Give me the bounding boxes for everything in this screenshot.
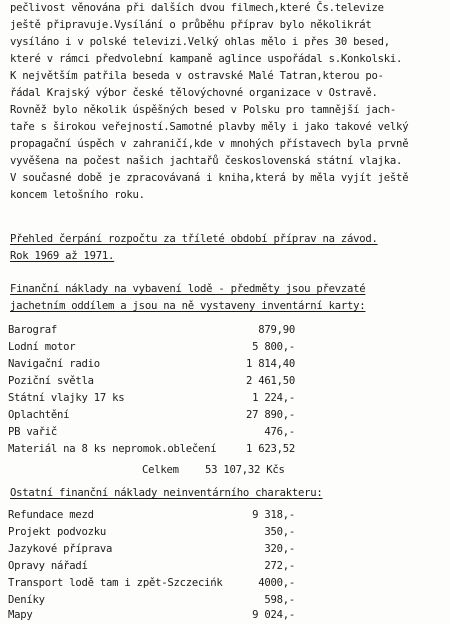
- item-label: Mapy: [8, 609, 33, 621]
- item-label: Barograf: [8, 324, 58, 336]
- item-label: Opravy nářadí: [8, 560, 88, 572]
- item-label: Jazykové příprava: [8, 543, 113, 555]
- item-label: Refundace mezd: [8, 509, 94, 521]
- item-amount: 598,-: [264, 594, 295, 606]
- budget-heading: Přehled čerpání rozpočtu za tříleté období příprav na závod.: [10, 233, 378, 245]
- item-amount: 9 024,-: [252, 609, 295, 621]
- item-amount: 1 814,40: [245, 358, 295, 370]
- item-amount: 476,-: [264, 426, 295, 438]
- item-label: PB vařič: [8, 426, 58, 438]
- item-label: Oplachtění: [8, 409, 70, 421]
- paragraph-line: V současné době je zpracovávaná i kniha,která by měla vyjít ještě: [10, 172, 409, 184]
- budget-period: Rok 1969 až 1971.: [10, 250, 115, 262]
- item-label: Navigační radio: [8, 358, 100, 370]
- paragraph-line: pečlivost věnována při dalších dvou filmech,které Čs.televize: [10, 2, 384, 14]
- item-amount: 27 890,-: [245, 409, 295, 421]
- item-amount: 320,-: [264, 543, 295, 555]
- section1-heading: jachetním oddílem a jsou na ně vystaveny inventární karty:: [10, 300, 366, 312]
- item-amount: 2 461,50: [245, 375, 295, 387]
- item-label: Lodní motor: [8, 341, 76, 353]
- section2-heading: Ostatní finanční náklady neinventárního charakteru:: [10, 487, 323, 499]
- item-label: Poziční světla: [8, 375, 94, 387]
- item-amount: 879,90: [258, 324, 295, 336]
- paragraph-line: vysíláno i v polské televizi.Velký ohlas mělo i přes 30 besed,: [10, 36, 390, 48]
- item-label: Deníky: [8, 594, 45, 606]
- section1-heading: Finanční náklady na vybavení lodě - předměty jsou převzaté: [10, 283, 366, 295]
- paragraph-line: koncem letošního roku.: [10, 189, 145, 201]
- item-amount: 4000,-: [258, 577, 295, 589]
- total-amount: 53 107,32 Kčs: [205, 464, 285, 476]
- item-amount: 350,-: [264, 526, 295, 538]
- item-amount: 1 224,-: [252, 392, 295, 404]
- item-amount: 1 623,52: [245, 443, 295, 455]
- paragraph-line: K největším patřila beseda v ostravské Malé Tatran,kterou po-: [10, 70, 384, 82]
- paragraph-line: taře s širokou veřejností.Samotné plavby měly i jako takové velký: [10, 121, 409, 133]
- paragraph-line: ještě připravuje.Vysílání o průběhu příprav bylo několikrát: [10, 19, 372, 31]
- item-label: Transport lodě tam i zpět-Szczecińk: [8, 577, 223, 589]
- paragraph-line: řádal Krajský výbor české tělovýchovné organizace v Ostravě.: [10, 87, 378, 99]
- item-label: Materiál na 8 ks nepromok.oblečení: [8, 443, 217, 455]
- paragraph-line: propagační úspěch v zahraničí,kde v mnohých přístavech byla prvně: [10, 138, 409, 150]
- paragraph-line: které v rámci předvolební kampaně aglince uspořádal s.Konkolski.: [10, 53, 403, 65]
- item-amount: 272,-: [264, 560, 295, 572]
- paragraph-line: vyvěšena na počest našich jachtařů československá státní vlajka.: [10, 155, 403, 167]
- paragraph-line: Rovněž bylo několik úspěšných besed v Polsku pro tamnější jach-: [10, 104, 397, 116]
- total-label: Celkem: [142, 464, 179, 476]
- item-label: Projekt podvozku: [8, 526, 107, 538]
- item-amount: 5 800,-: [252, 341, 295, 353]
- item-amount: 9 318,-: [252, 509, 295, 521]
- item-label: Státní vlajky 17 ks: [8, 392, 125, 404]
